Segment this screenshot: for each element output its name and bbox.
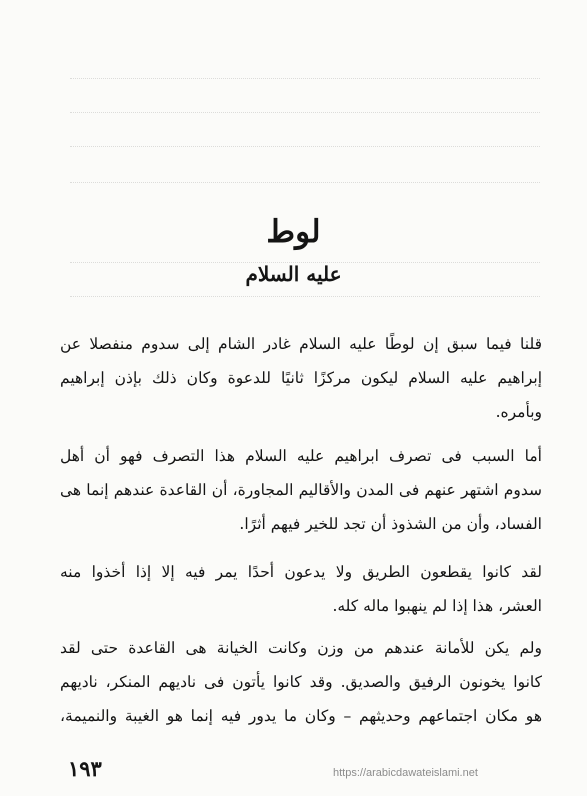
paragraph-1 [60, 327, 542, 429]
paragraph-3 [60, 555, 542, 623]
text-line: هو مكان اجتماعهم وحديثهم – وكان ما يدور فيه إنما هو الغيبة والنميمة، [60, 707, 542, 725]
text-line: أما السبب فى تصرف ابراهيم عليه السلام هذا التصرف فهو أن أهل [60, 447, 542, 465]
text-line: كانوا يخونون الرفيق والصديق. وقد كانوا يأتون فى ناديهم المنكر، ناديهم [60, 673, 542, 691]
text-line: وبأمره. [495, 403, 542, 421]
text-line: سدوم اشتهر عنهم فى المدن والأقاليم المجاورة، أن القاعدة عندهم إنما هى [60, 481, 542, 499]
text-line: ولم يكن للأمانة عندهم من وزن وكانت الخيانة هى القاعدة حتى لقد [60, 639, 542, 657]
text-line: قلنا فيما سبق إن لوطًا عليه السلام غادر الشام إلى سدوم منفصلا عن [60, 335, 542, 353]
bleed-through-line [70, 78, 540, 80]
watermark-url: https://arabicdawateislami.net [333, 767, 478, 779]
paragraph-4 [60, 631, 542, 733]
bleed-through-line [70, 296, 540, 298]
page-number: ١٩٣ [68, 756, 102, 781]
chapter-subtitle: عليه السلام [245, 262, 342, 286]
bleed-through-line [70, 112, 540, 114]
text-line: إبراهيم عليه السلام ليكون مركزًا ثانيًا للدعوة وكان ذلك بإذن إبراهيم [60, 369, 542, 387]
text-line: العشر، هذا إذا لم ينهبوا ماله كله. [332, 597, 542, 615]
chapter-title: لوط [266, 214, 321, 250]
text-line: لقد كانوا يقطعون الطريق ولا يدعون أحدًا يمر فيه إلا إذا أخذوا منه [60, 563, 542, 581]
bleed-through-line [70, 182, 540, 184]
text-line: الفساد، وأن من الشذوذ أن تجد للخير فيهم أثرًا. [239, 515, 542, 533]
paragraph-2 [60, 439, 542, 541]
bleed-through-line [70, 146, 540, 148]
